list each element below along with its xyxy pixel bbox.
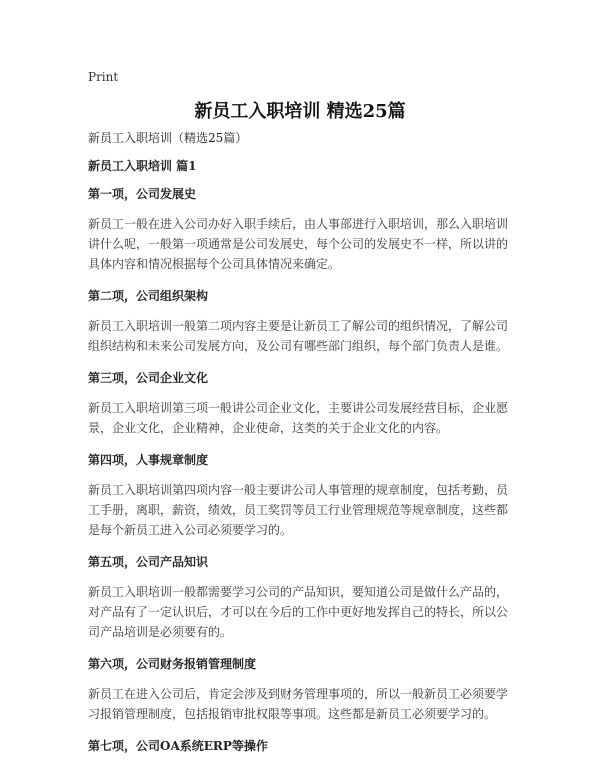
section-5-heading: 第五项，公司产品知识 xyxy=(88,555,209,569)
document-title: 新员工入职培训 精选25篇 xyxy=(194,101,406,122)
section-2-heading: 第二项，公司组织架构 xyxy=(88,289,209,303)
section-1-heading: 第一项，公司发展史 xyxy=(88,187,197,201)
document-subtitle: 新员工入职培训（精选25篇） xyxy=(88,131,248,145)
section-3-heading: 第三项，公司企业文化 xyxy=(88,371,209,385)
document-body xyxy=(88,128,518,766)
section-4-text: 新员工入职培训第四项内容一般主要讲公司人事管理的规章制度，包括考勤，员工手册，离职，薪资，绩效，员工奖罚等员工行业管理规范等规章制度，这些都是每个新员工进入公司必须要学习的。 xyxy=(88,483,509,537)
section-2-text: 新员工入职培训一般第二项内容主要是让新员工了解公司的组织情况，了解公司组织结构和未来公司发展方向，及公司有哪些部门组织，每个部门负责人是谁。 xyxy=(88,319,509,353)
section-1-text: 新员工一般在进入公司办好入职手续后，由人事部进行入职培训，那么入职培训讲什么呢，一般第一项通常是公司发展史，每个公司的发展史不一样，所以讲的具体内容和情况根据每个公司具体情况来确定。 xyxy=(88,217,509,271)
section-6-heading: 第六项，公司财务报销管理制度 xyxy=(88,657,257,671)
part-heading: 新员工入职培训 篇1 xyxy=(88,159,197,173)
section-7-heading: 第七项，公司OA系统ERP等操作 xyxy=(88,739,268,753)
print-label: Print xyxy=(88,70,119,84)
section-4-heading: 第四项，人事规章制度 xyxy=(88,453,209,467)
section-3-text: 新员工入职培训第三项一般讲公司企业文化，主要讲公司发展经营目标，企业愿景，企业文化，企业精神，企业使命，这类的关于企业文化的内容。 xyxy=(88,401,509,435)
section-6-text: 新员工在进入公司后，肯定会涉及到财务管理事项的，所以一般新员工必须要学习报销管理制度，包括报销审批权限等事项。这些都是新员工必须要学习的。 xyxy=(88,687,509,721)
section-5-text: 新员工入职培训一般都需要学习公司的产品知识，要知道公司是做什么产品的，对产品有了一定认识后，才可以在今后的工作中更好地发挥自己的特长，所以公司产品培训是必须要有的。 xyxy=(88,585,509,639)
